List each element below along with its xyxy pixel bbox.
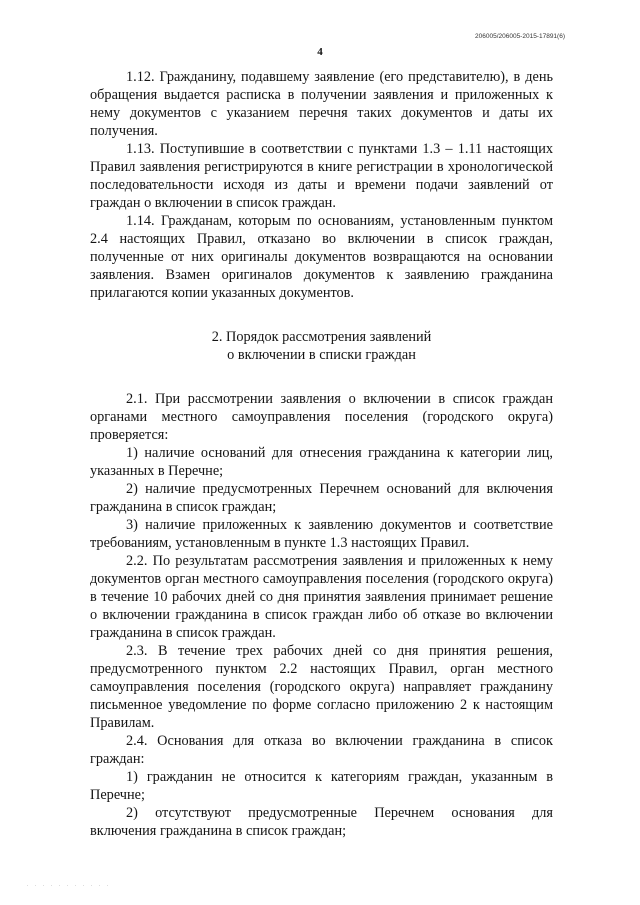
paragraph-2-3: 2.3. В течение трех рабочих дней со дня принятия решения, предусмотренного пунктом 2.2 настоящих Правил, орган местного самоуправления поселения (городского округа) направляет гражданину письменное уведомление по форме согласно приложению 2 к настоящим Правилам. bbox=[90, 643, 553, 731]
paragraph-2-4: 2.4. Основания для отказа во включении гражданина в список граждан: bbox=[90, 733, 553, 767]
list-item-2-1-1: 1) наличие оснований для отнесения гражданина к категории лиц, указанных в Перечне; bbox=[90, 445, 553, 479]
scan-artifact: · · · · · · · · · · · bbox=[26, 883, 111, 889]
paragraph-2-2: 2.2. По результатам рассмотрения заявления и приложенных к нему документов орган местного самоуправления поселения (городского округа) в течение 10 рабочих дней со дня принятия заявления принимает решение о включении гражданина в список граждан либо об отказе во включении гражданина в список граждан. bbox=[90, 553, 553, 641]
section-heading bbox=[90, 328, 553, 364]
paragraph-1-14: 1.14. Гражданам, которым по основаниям, установленным пунктом 2.4 настоящих Правил, отказано во включении в список граждан, полученные от них оригиналы документов возвращаются на основании заявления. Взамен оригиналов документов к заявлению гражданина прилагаются копии указанных документов. bbox=[90, 213, 553, 301]
document-id: 206005/206005-2015-17891(6) bbox=[475, 33, 565, 40]
paragraph-1-12: 1.12. Гражданину, подавшему заявление (его представителю), в день обращения выдается расписка в получении заявления и приложенных к нему документов с указанием перечня таких документов и даты их получения. bbox=[90, 69, 553, 139]
page-number: 4 bbox=[317, 46, 323, 58]
document-body bbox=[90, 68, 553, 840]
list-item-2-1-3: 3) наличие приложенных к заявлению документов и соответствие требованиям, установленным в пункте 1.3 настоящих Правил. bbox=[90, 517, 553, 551]
list-item-2-4-2: 2) отсутствуют предусмотренные Перечнем основания для включения гражданина в список граждан; bbox=[90, 805, 553, 839]
paragraph-1-13: 1.13. Поступившие в соответствии с пунктами 1.3 – 1.11 настоящих Правил заявления регистрируются в книге регистрации в хронологической последовательности исходя из даты и времени подачи заявлений от граждан о включении в список граждан. bbox=[90, 141, 553, 211]
section-title-line2: о включении в списки граждан bbox=[227, 347, 416, 363]
section-title-line1: 2. Порядок рассмотрения заявлений bbox=[211, 329, 432, 345]
paragraph-2-1: 2.1. При рассмотрении заявления о включении в список граждан органами местного самоуправления поселения (городского округа) проверяется: bbox=[90, 391, 553, 443]
list-item-2-4-1: 1) гражданин не относится к категориям граждан, указанным в Перечне; bbox=[90, 769, 553, 803]
list-item-2-1-2: 2) наличие предусмотренных Перечнем оснований для включения гражданина в список граждан; bbox=[90, 481, 553, 515]
